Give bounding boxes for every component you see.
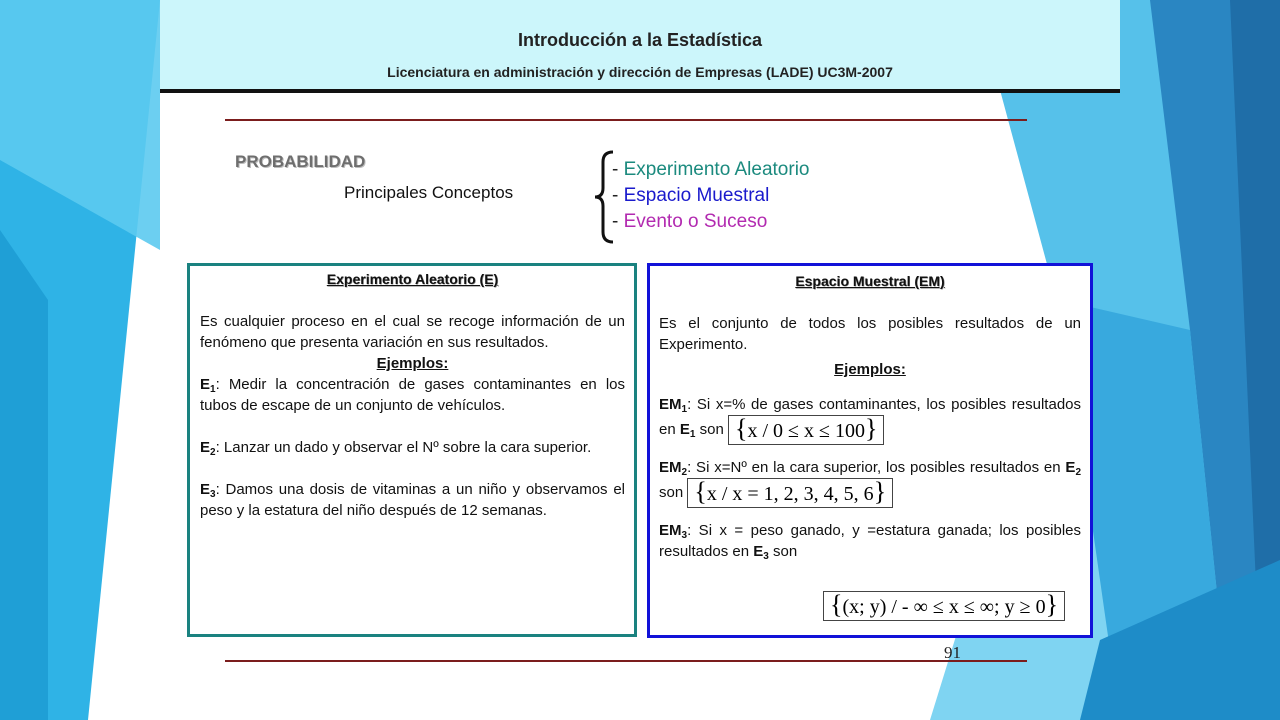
formula-em1: {x / 0 ≤ x ≤ 100} <box>728 415 884 445</box>
formula-em2: {x / x = 1, 2, 3, 4, 5, 6} <box>687 478 893 508</box>
espacio-example-1: $EM_1$: Si x=% de gases contaminantes, los posibles resultados en $E_1$ son {x / 0 ≤ x ≤ 100} <box>659 396 1081 443</box>
formula-em3: {(x; y) / - ∞ ≤ x ≤ ∞; y ≥ 0} <box>823 591 1065 621</box>
concept-item: - Espacio Muestral <box>612 185 770 206</box>
espacio-example-3: $EM_3$: Si x = peso ganado, y =estatura ganada; los posibles resultados en $E_3$ son <box>659 522 1081 562</box>
concepts-list <box>612 157 810 235</box>
experimento-definition: Es cualquier proceso en el cual se recoge información de un fenómeno que presenta variación en sus resultados. <box>200 313 625 351</box>
experimento-box <box>187 263 637 637</box>
espacio-examples-label: Ejemplos: <box>834 361 906 378</box>
concept-item: - Experimento Aleatorio <box>612 159 810 180</box>
page-number: 91 <box>944 643 961 662</box>
experimento-examples-label: Ejemplos: <box>376 355 449 372</box>
experimento-example-1: $E_1$: Medir la concentración de gases contaminantes en los tubos de escape de un conjunto de vehículos. <box>200 376 625 414</box>
header-subtitle: Licenciatura en administración y dirección de Empresas (LADE) UC3M-2007 <box>387 64 893 80</box>
experimento-title: Experimento Aleatorio (E) <box>326 271 499 287</box>
header-title: Introducción a la Estadística <box>517 30 763 50</box>
bottom-divider <box>225 660 1027 662</box>
concept-item: - Evento o Suceso <box>612 211 768 232</box>
concept-espacio: Espacio Muestral <box>623 185 770 206</box>
espacio-definition: Es el conjunto de todos los posibles resultados de un Experimento. <box>659 315 1081 353</box>
top-divider <box>225 119 1027 121</box>
experimento-example-2: $E_2$: Lanzar un dado y observar el Nº sobre la cara superior. <box>200 439 592 458</box>
slide-header <box>160 0 1120 93</box>
concepts-label: Principales Conceptos <box>344 183 514 202</box>
section-title: PROBABILIDAD <box>235 152 366 171</box>
experimento-example-3: $E_3$: Damos una dosis de vitaminas a un niño y observamos el peso y la estatura del niño después de 12 semanas. <box>200 481 625 519</box>
espacio-example-2: $EM_2$: Si x=Nº en la cara superior, los posibles resultados en $E_2$ son {x / x = 1, 2, 3, 4, 5, 6} <box>659 459 1081 506</box>
espacio-title: Espacio Muestral (EM) <box>795 273 945 289</box>
concept-evento: Evento o Suceso <box>623 211 768 232</box>
espacio-box <box>647 263 1093 638</box>
concept-experimento: Experimento Aleatorio <box>623 159 810 180</box>
